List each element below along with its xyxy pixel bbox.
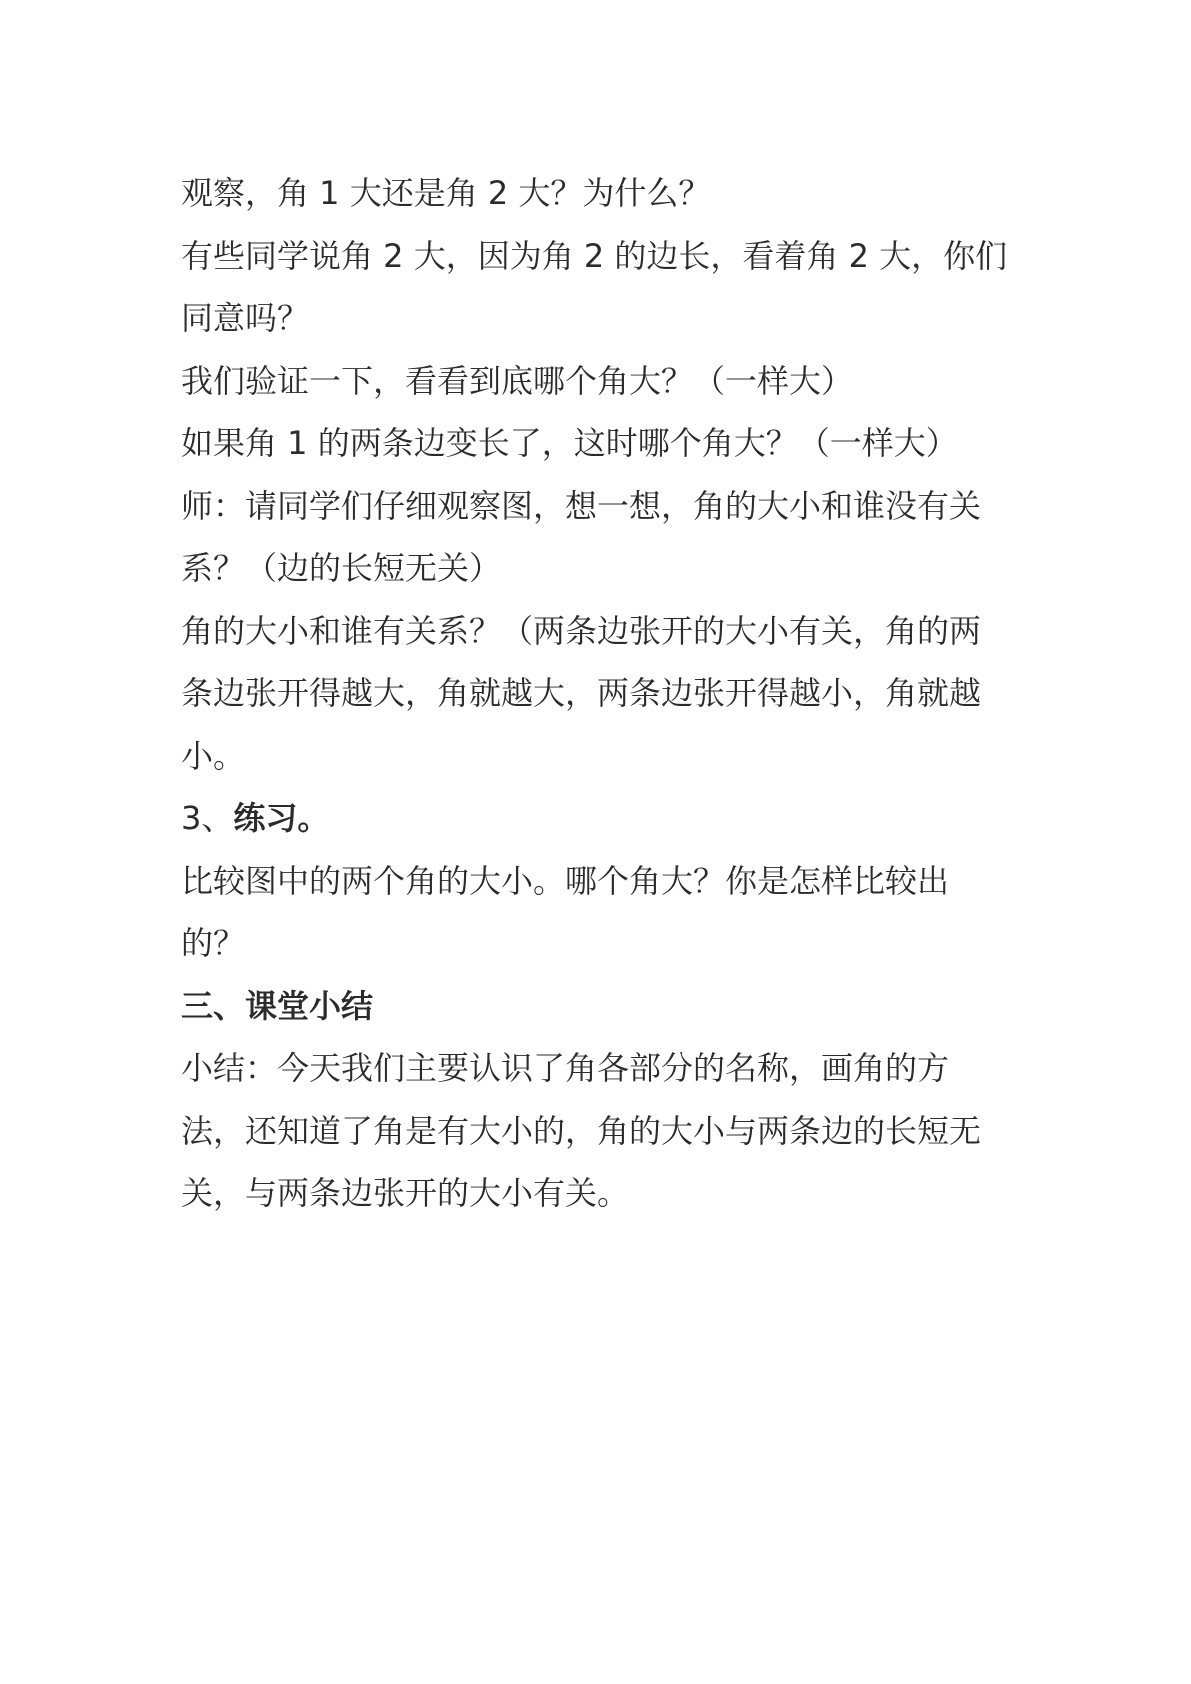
text-line: 比较图中的两个角的大小。哪个角大？你是怎样比较出 [181,861,950,900]
text-line: 同意吗？ [181,299,310,337]
text-line: 我们验证一下，看看到底哪个角大？（一样大） [181,361,854,400]
text-line: 有些同学说角 2 大，因为角 2 的边长，看着角 2 大，你们 [181,236,1008,275]
text-line: 关，与两条边张开的大小有关。 [181,1174,630,1212]
document-body [181,162,1011,1225]
text-line: 的？ [181,924,246,962]
text-line: 条边张开得越大，角就越大，两条边张开得越小，角就越 [181,674,982,712]
practice-heading-title: 练习。 [233,799,330,837]
text-line: 小。 [181,736,246,775]
text-line: 法，还知道了角是有大小的，角的大小与两条边的长短无 [181,1111,982,1150]
text-line: 如果角 1 的两条边变长了，这时哪个角大？（一样大） [181,424,958,462]
text-line: 角的大小和谁有关系？（两条边张开的大小有关，角的两 [181,611,982,650]
text-line: 系？（边的长短无关） [181,549,502,587]
text-line: 观察，角 1 大还是角 2 大？为什么？ [181,174,711,212]
practice-heading-number: 3、 [181,799,234,837]
text-line: 师：请同学们仔细观察图，想一想，角的大小和谁没有关 [181,486,982,525]
text-line: 小结：今天我们主要认识了角各部分的名称，画角的方 [181,1049,950,1087]
summary-heading: 三、课堂小结 [181,986,374,1025]
practice-heading [181,787,1011,850]
